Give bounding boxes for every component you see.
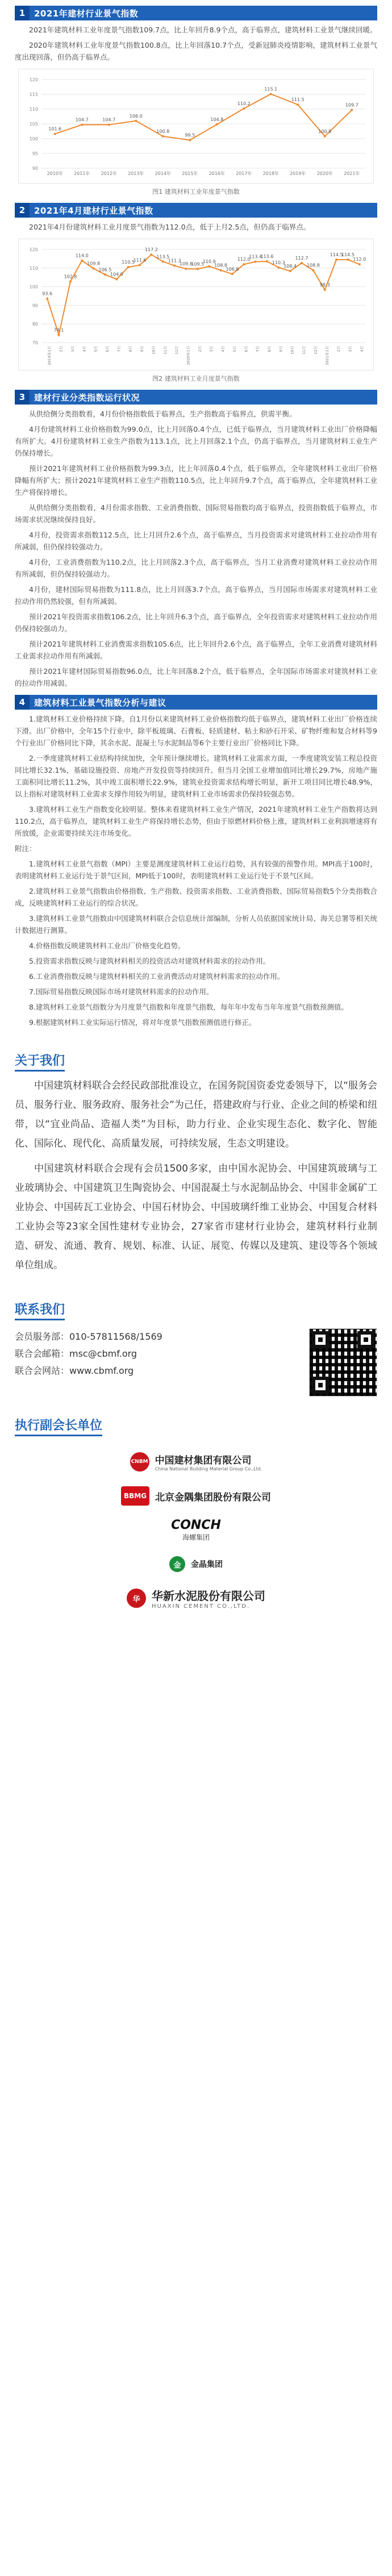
x-tick-label: 3月 [209, 346, 214, 352]
x-tick-label: 10月 [290, 346, 295, 355]
section-4-note: 9.根据建筑材料工业实际运行情况，将对年度景气指数预测值进行修正。 [29, 1018, 256, 1027]
section-1-title: 2021年建材行业景气指数 [34, 8, 139, 19]
x-tick-label: 4月 [82, 346, 87, 352]
x-tick-label: 8月 [128, 346, 133, 352]
section-4-note: 8.建筑材料工业景气指数分为月度景气指数和年度景气指数，每年年中发布当年年度景气指数预测值。 [29, 1003, 348, 1011]
cnbm-logo-icon: CNBM [130, 1452, 149, 1472]
section-1-paragraph: 2020年建筑材料工业年度景气指数100.8点，比上年回落10.7个点，受新冠肺炎疫情影响，建筑材料工业景气度出现回落，但仍高于临界点。 [15, 41, 377, 61]
y-tick-label: 90 [32, 166, 38, 171]
jinjing-logo-icon: 金 [169, 1556, 185, 1572]
monthly-index-chart-svg [19, 239, 374, 368]
y-tick-label: 120 [29, 247, 38, 252]
annual-chart-caption: 图1 建筑材料工业年度景气指数 [152, 188, 240, 195]
data-label: 117.2 [144, 247, 158, 253]
section-4-paragraph: 1.建筑材料工业价格持续下降。自1月份以来建筑材料工业价格指数均低于临界点，建筑材料工业出厂价格连续下滑。出厂价格中，全年15个行业中，除平板玻璃、石膏板、轻质建材、粘土和砂石开采、矿物纤维和复合材料等9个行业出厂价格同比下降，其余水泥、混凝土与水泥制品等6个主要行业出厂价格同比下降。 [15, 715, 377, 747]
data-point [243, 107, 245, 110]
data-point [347, 259, 349, 261]
x-tick-label: 12月 [313, 346, 318, 355]
data-point [81, 124, 83, 126]
contact-website[interactable]: 联合会网站：www.cbmf.org [15, 1365, 134, 1376]
data-point [324, 135, 326, 137]
data-label: 109.8 [87, 261, 101, 266]
section-4-note: 3.建筑材料工业景气指数由中国建筑材料联合会信息统计部编制，分析人员依据国家统计局、海关总署等相关统计数据进行测算。 [15, 914, 377, 935]
section-4-paragraph: 3.建筑材料工业生产指数变化较明显。整体来看建筑材料工业生产情况，2021年建筑材料工业生产指数将达到110.2点，高于临界点，建筑材料工业生产将保持增长态势，但由于原燃材料价格上涨，建筑材料工业利润增速将有所放缓，企业需要持续关注市场变化。 [15, 805, 377, 837]
section-2-paragraph: 2021年4月份建筑材料工业月度景气指数为112.0点，低于上月2.5点，但仍高于临界点。 [29, 223, 311, 231]
x-tick-label: 2月 [336, 346, 341, 352]
data-label: 114.0 [75, 253, 89, 259]
data-label: 115.1 [264, 86, 278, 92]
data-point [289, 270, 291, 272]
y-tick-label: 100 [29, 136, 38, 141]
section-1-number: 1 [15, 6, 30, 20]
monthly-index-chart [18, 239, 374, 370]
sponsor-name: 海螺集团 [182, 1533, 210, 1541]
sponsor-logo-bbmg [15, 1483, 377, 1509]
about-paragraph: 中国建筑材料联合会经民政部批准设立，在国务院国资委党委领导下，以“服务会员、服务行业、服务政府、服务社会”为己任，搭建政府与行业、企业之间的桥梁和纽带，以“宜业尚品、造福人类”为目标，助力行业、企业实现生态化、数字化、智能化、国际化、现代化、高质量发展，可持续发展，生态文明建设。 [15, 1080, 377, 1149]
data-point [135, 120, 137, 122]
about-body [15, 1076, 377, 1275]
data-point [162, 135, 164, 137]
sponsor-logo-cnbm [15, 1449, 377, 1475]
x-tick-label: 2019年1月 [47, 346, 52, 365]
data-point [54, 133, 56, 135]
data-point [162, 260, 164, 262]
data-point [324, 289, 326, 291]
data-label: 104.7 [102, 117, 116, 123]
section-4-note: 4.价格指数反映建筑材料工业出厂价格变化趋势。 [29, 941, 185, 950]
data-point [46, 298, 48, 300]
sponsor-list [15, 1449, 377, 1611]
x-tick-label: 2013年 [128, 171, 144, 176]
section-1-header [15, 6, 377, 20]
x-tick-label: 5月 [232, 346, 237, 352]
data-point [81, 260, 83, 262]
data-point [69, 280, 72, 282]
contact-heading: 联系我们 [15, 1300, 65, 1320]
data-label: 109.5 [191, 261, 205, 267]
x-tick-label: 2021年1月 [324, 346, 330, 365]
x-tick-label: 2011年 [74, 171, 90, 176]
section-4-note: 6.工业消费指数反映与建筑材料相关的工业消费活动对建筑材料需求的拉动作用。 [29, 972, 285, 981]
y-tick-label: 100 [29, 284, 38, 290]
section-2-number: 2 [15, 203, 30, 218]
section-3-paragraph: 预计2021年建材国际贸易指数96.0点，比上年回落8.2个点，低于临界点，全年国际市场需求对建筑材料工业的拉动作用减弱。 [15, 667, 377, 687]
x-tick-label: 4月 [359, 346, 364, 352]
data-label: 98.3 [319, 282, 330, 288]
section-2-title: 2021年4月建材行业景气指数 [34, 205, 153, 216]
qr-finder-pattern [312, 1377, 329, 1394]
data-label: 106.5 [98, 267, 112, 273]
x-tick-label: 2月 [59, 346, 64, 352]
section-4-note: 2.建筑材料工业景气指数由价格指数、生产指数、投资需求指数、工业消费指数、国际贸易指数5个分类指数合成，反映建筑材料工业运行的综合状况。 [15, 887, 377, 907]
sponsor-logo-conch [15, 1517, 377, 1543]
y-tick-label: 115 [29, 92, 38, 97]
x-tick-label: 2021年 [344, 171, 360, 176]
section-3-paragraph: 预计2021年投资需求指数106.2点，比上年回升6.3个点，高于临界点，全年投资需求对建筑材料工业拉动作用仍保持较强动力。 [15, 612, 377, 633]
data-label: 111.6 [133, 257, 147, 263]
data-point [312, 269, 314, 272]
x-tick-label: 5月 [93, 346, 98, 352]
data-label: 93.6 [42, 291, 53, 297]
y-tick-label: 110 [29, 265, 38, 271]
conch-logo-text: CONCH [171, 1518, 221, 1532]
data-point [150, 253, 152, 256]
section-3-paragraph: 预计2021年建筑材料工业消费需求指数105.6点，比上年回升2.6个点，高于临界点，全年工业消费对建筑材料工业需求拉动作用有所减弱。 [15, 640, 377, 660]
y-tick-label: 90 [32, 303, 38, 309]
data-label: 112.7 [295, 255, 308, 261]
qr-finder-pattern [312, 1331, 329, 1348]
x-tick-label: 2018年 [262, 171, 279, 176]
bbmg-logo-icon: BBMG [121, 1486, 149, 1506]
data-point [220, 269, 222, 272]
section-1-paragraph: 2021年建筑材料工业年度景气指数109.7点，比上年回升8.9个点，高于临界点，建筑材料工业景气继续回暖。 [29, 26, 377, 34]
data-point [266, 260, 268, 262]
data-label: 109.7 [345, 102, 358, 108]
page [0, 6, 392, 1611]
x-tick-label: 2012年 [101, 171, 117, 176]
data-point [189, 139, 191, 141]
sponsor-name: 金晶集团 [191, 1560, 223, 1569]
data-point [208, 265, 210, 268]
section-4-paragraph: 2.一季度建筑材料工业结构持续加快，全年预计继续增长。建筑材料工业需求方面，一季度建筑安装工程总投资同比增长32.1%，基础设施投资、房地产开发投资等持续回升。但当月全国工业增加值同比增长29.7%，房地产施工面积同比增长11.2%，其中竣工面积增长22.9%，建筑业投资需求结构增长明显，新开工项目同比增长48.9%，以上指标对建筑材料工业需求支撑作用较为明显，建筑材料工业市场需求仍保持较强态势。 [15, 754, 377, 798]
data-point [93, 267, 95, 269]
section-3-paragraph: 预计2021年建筑材料工业价格指数为99.3点，比上年回落0.4个点，低于临界点，全年建筑材料工业出厂价格降幅有所扩大；预计2021年建筑材料工业生产指数110.5点，比上年回升9.7个点，高于临界点，全年建筑材料工业生产将保持增长。 [15, 464, 377, 497]
section-4-title: 建筑材料工业景气指数分析与建议 [34, 697, 166, 708]
x-tick-label: 3月 [348, 346, 353, 352]
data-label: 100.8 [156, 128, 170, 134]
data-label: 104.8 [210, 117, 224, 123]
sponsor-logo-huaxin [15, 1585, 377, 1611]
section-3-paragraph: 从供给侧分类指数看，4月份需求指数、工业消费指数、国际贸易指数均高于临界点，投资指数低于临界点，市场需求状况继续保持良好。 [15, 503, 377, 524]
data-point [216, 123, 218, 126]
x-tick-label: 2019年 [290, 171, 306, 176]
x-tick-label: 7月 [255, 346, 260, 352]
section-4-body [15, 713, 377, 1028]
data-point [255, 261, 257, 263]
data-point [243, 263, 245, 265]
x-tick-label: 2010年 [47, 171, 63, 176]
data-point [115, 278, 118, 280]
data-label: 110.3 [272, 260, 285, 265]
data-point [58, 334, 60, 336]
sponsor-name: 中国建材集团有限公司 [155, 1455, 252, 1466]
data-label: 111.3 [168, 258, 181, 264]
data-point [297, 103, 299, 106]
data-point [139, 264, 141, 266]
x-tick-label: 3月 [70, 346, 75, 352]
y-tick-label: 120 [29, 77, 38, 82]
data-label: 99.5 [185, 132, 195, 138]
data-label: 110.5 [122, 260, 135, 265]
data-label: 110.9 [202, 259, 216, 264]
x-tick-label: 9月 [278, 346, 283, 352]
data-point [335, 259, 337, 261]
data-point [351, 109, 353, 111]
data-point [127, 266, 130, 268]
contact-phone: 会员服务部：010-57811568/1569 [15, 1331, 162, 1342]
section-4-note: 1.建筑材料工业景气指数（MPI）主要是测度建筑材料工业运行趋势，具有较强的预警作用。MPI高于100时，表明建筑材料工业运行处于景气区间，MPI低于100时，表明建筑材料工业运行处于不景气区间。 [15, 860, 377, 880]
data-point [104, 273, 106, 276]
data-label: 113.5 [156, 254, 170, 260]
data-point [270, 93, 272, 95]
data-label: 110.2 [237, 101, 251, 106]
section-3-number: 3 [15, 390, 30, 405]
x-tick-label: 2月 [197, 346, 202, 352]
section-4-number: 4 [15, 695, 30, 710]
data-label: 112.0 [353, 257, 366, 262]
huaxin-logo-icon: 华 [127, 1589, 146, 1608]
data-label: 108.4 [283, 264, 297, 269]
sponsor-name-en: HUAXIN CEMENT CO.,LTD. [152, 1603, 251, 1610]
data-label: 109.6 [180, 261, 193, 267]
qr-code [309, 1328, 377, 1397]
data-label: 113.4 [249, 254, 262, 260]
data-label: 74.1 [53, 327, 64, 333]
contact-lines [15, 1328, 162, 1379]
y-tick-label: 80 [32, 322, 38, 327]
x-tick-label: 2015年 [182, 171, 198, 176]
data-point [185, 268, 187, 270]
x-tick-label: 7月 [116, 346, 122, 352]
section-3-paragraph: 4月份，建材国际贸易指数为111.8点，比上月回落3.7个点，高于临界点，当月国际市场需求对建筑材料工业拉动作用仍然较强，但有所减弱。 [15, 585, 377, 606]
x-tick-label: 2017年 [236, 171, 252, 176]
data-label: 108.8 [214, 262, 227, 268]
data-point [277, 266, 280, 269]
data-point [231, 273, 233, 275]
contact-email[interactable]: 联合会邮箱：msc@cbmf.org [15, 1348, 137, 1359]
data-point [301, 262, 303, 264]
section-3-body [15, 408, 377, 689]
x-tick-label: 10月 [151, 346, 156, 355]
data-label: 106.0 [129, 113, 143, 119]
x-tick-label: 2016年 [208, 171, 225, 176]
data-label: 104.0 [110, 272, 123, 277]
data-label: 113.6 [260, 253, 274, 259]
about-paragraph: 中国建筑材料联合会现有会员1500多家，由中国水泥协会、中国建筑玻璃与工业玻璃协会、中国建筑卫生陶瓷协会、中国混凝土与水泥制品协会、中国非金属矿工业协会、中国砖瓦工业协会、中国石材协会、中国玻璃纤维工业协会、中国复合材料工业协会等23家全国性建材专业协会，27家省市建材行业协会，建筑材料行业制造、研发、流通、教育、规划、标准、认证、展览、传媒以及建筑、建设等各个领域单位组成。 [15, 1163, 377, 1271]
section-2-header [15, 203, 377, 218]
data-label: 112.0 [237, 257, 251, 262]
y-tick-label: 105 [29, 122, 38, 127]
monthly-chart-caption: 图2 建筑材料工业月度景气指数 [152, 375, 240, 382]
series-line [55, 94, 352, 140]
section-4-note: 5.投资需求指数反映与建筑材料相关的投资活动对建筑材料需求的拉动作用。 [29, 957, 270, 965]
x-tick-label: 11月 [162, 346, 168, 355]
sponsor-name: 华新水泥股份有限公司 [152, 1589, 265, 1603]
data-label: 100.8 [318, 128, 332, 134]
x-tick-label: 2020年 [316, 171, 333, 176]
section-4-note: 7.国际贸易指数反映国际市场对建筑材料需求的拉动作用。 [29, 987, 214, 996]
section-4-header [15, 695, 377, 710]
data-point [108, 124, 110, 126]
data-label: 104.7 [75, 117, 89, 123]
data-point [358, 263, 361, 265]
annual-index-chart [18, 69, 374, 184]
annual-index-chart-svg [19, 69, 374, 181]
y-tick-label: 95 [32, 151, 38, 156]
x-tick-label: 9月 [140, 346, 145, 352]
contact-block [15, 1328, 377, 1397]
x-tick-label: 2014年 [155, 171, 171, 176]
data-label: 102.8 [64, 274, 77, 280]
y-tick-label: 110 [29, 107, 38, 112]
data-label: 108.8 [306, 262, 320, 268]
data-point [197, 268, 199, 270]
data-point [173, 265, 176, 267]
x-tick-label: 6月 [105, 346, 110, 352]
data-label: 101.6 [48, 126, 62, 132]
data-label: 106.8 [226, 266, 239, 272]
sponsor-logo-jinjing [15, 1551, 377, 1577]
section-4-notes-label: 附注： [15, 844, 36, 853]
x-tick-label: 6月 [244, 346, 249, 352]
data-label: 111.5 [291, 97, 305, 103]
section-3-paragraph: 从供给侧分类指数看，4月份价格指数低于临界点，生产指数高于临界点，供需平衡。 [29, 410, 297, 418]
sponsors-heading: 执行副会长单位 [15, 1416, 102, 1436]
about-heading: 关于我们 [15, 1051, 65, 1072]
section-3-title: 建材行业分类指数运行状况 [34, 392, 140, 403]
y-tick-label: 70 [32, 340, 38, 345]
data-label: 114.5 [341, 252, 355, 258]
section-3-paragraph: 4月份，投资需求指数112.5点，比上月回升2.6个点，高于临界点，当月投资需求对建筑材料工业拉动作用有所减弱，但仍保持较强动力。 [15, 531, 377, 551]
section-3-header [15, 390, 377, 405]
data-label: 114.5 [330, 252, 343, 258]
sponsor-name: 北京金隅集团股份有限公司 [155, 1491, 271, 1503]
x-tick-label: 12月 [174, 346, 180, 355]
qr-finder-pattern [357, 1331, 374, 1348]
x-tick-label: 11月 [302, 346, 307, 355]
sponsor-name-en: China National Building Material Group Co.,Ltd. [155, 1466, 262, 1472]
x-tick-label: 8月 [266, 346, 272, 352]
x-tick-label: 4月 [220, 346, 226, 352]
section-3-paragraph: 4月份，工业消费指数为110.2点，比上月回落2.3个点，高于临界点，当月工业消费对建筑材料工业拉动作用有所减弱，但仍保持较强动力。 [15, 558, 377, 578]
section-3-paragraph: 4月份建筑材料工业价格指数为99.0点，比上月回落0.4个点，已低于临界点，当月建筑材料工业出厂价格降幅有所扩大。4月份建筑材料工业生产指数为113.1点，比上月回落2.1个点，仍高于临界点，当月建筑材料工业生产仍保持增长。 [15, 425, 377, 457]
x-tick-label: 2020年1月 [186, 346, 191, 365]
